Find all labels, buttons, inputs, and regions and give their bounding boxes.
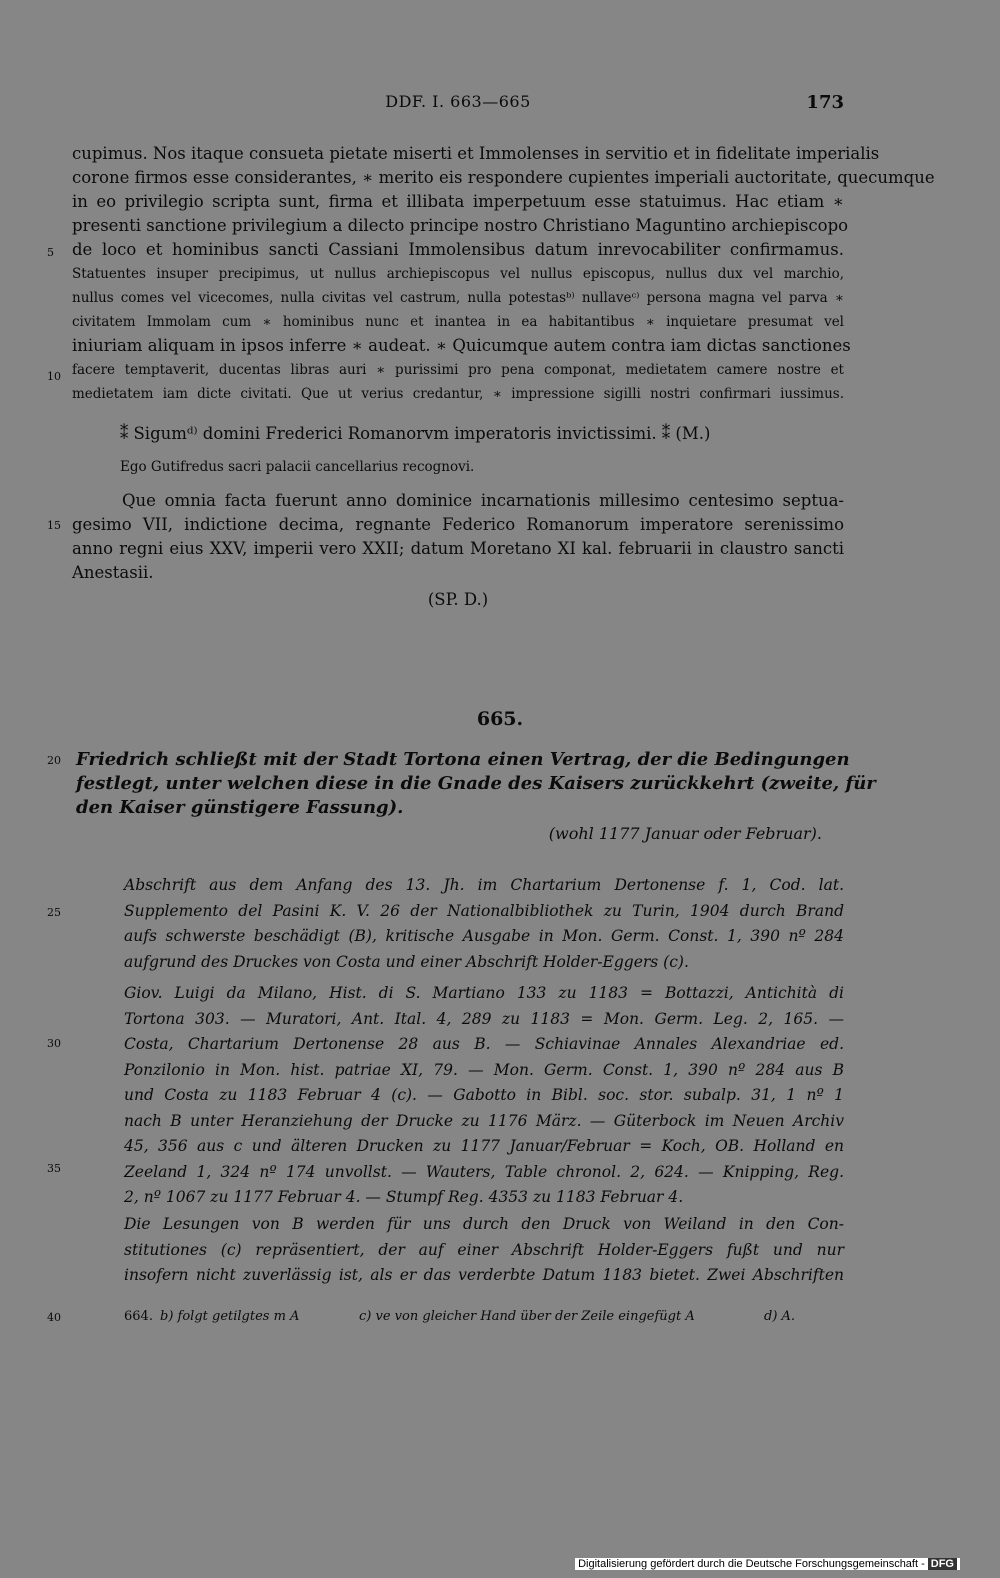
note-line: Supplemento del Pasini K. V. 26 der Nationalbibliothek zu Turin, 1904 durch Brand [124,901,844,920]
footnote-label: 664. [124,1309,153,1324]
note-line: Abschrift aus dem Anfang des 13. Jh. im Chartarium Dertonense f. 1, Cod. lat. [124,876,844,894]
line-number: 40 [47,1311,61,1324]
line-number: 35 [47,1162,61,1175]
signum-line: ⁑ Sigumᵈ⁾ domini Frederici Romanorvm imperatoris invictissimi. ⁑ (M.) [120,424,711,443]
note-line: Zeeland 1, 324 nº 174 unvollst. — Wauters, Table chronol. 2, 624. — Knipping, Reg. [124,1162,844,1181]
title-line: den Kaiser günstigere Fassung). [76,797,404,818]
source-sign-block [72,588,844,612]
document-title [76,748,876,820]
note-line: nach B unter Heranziehung der Drucke zu 1176 März. — Güterbock im Neuen Archiv [124,1111,844,1130]
text-line: presenti sanctione privilegium a dilecto principe nostro Christiano Maguntino archiepiscopo [72,216,849,235]
dating-text [72,489,844,585]
chancellor-block [120,455,820,479]
text-line: civitatem Immolam cum ∗ hominibus nunc et inantea in ea habitantibus ∗ inquietare presumat vel [72,314,844,330]
text-line: Que omnia facta fuerunt anno dominice incarnationis millesimo centesimo septua- [122,491,844,510]
text-line: nullus comes vel vicecomes, nulla civitas vel castrum, nulla potestasᵇ⁾ nullaveᶜ⁾ persona magna vel parva ∗ [72,290,844,306]
line-number: 25 [47,906,61,919]
text-line: anno regni eius XXV, imperii vero XXII; datum Moretano XI kal. februarii in claustro sancti [72,539,844,558]
footnote-b: b) folgt getilgtes m A [160,1309,300,1324]
line-number: 20 [47,754,61,767]
note-line: 2, nº 1067 zu 1177 Februar 4. — Stumpf Reg. 4353 zu 1183 Februar 4. [124,1188,684,1206]
footnote-c: c) ve von gleicher Hand über der Zeile eingefügt A [359,1309,695,1324]
line-number: 15 [47,519,61,532]
note-line: insofern nicht zuverlässig ist, als er das verderbte Datum 1183 bietet. Zwei Abschriften [124,1266,844,1284]
dfg-logo: DFG [928,1558,957,1570]
text-line: medietatem iam dicte civitati. Que ut verius credantur, ∗ impressione sigilli nostri confirmari iussimus. [72,386,844,402]
note-line: Ponzilonio in Mon. hist. patriae XI, 79. — Mon. Germ. Const. 1, 390 nº 284 aus B [124,1060,844,1079]
line-number: 10 [47,370,61,383]
note-line: 45, 356 aus c und älteren Drucken zu 1177 Januar/Februar = Koch, OB. Holland en [124,1137,844,1155]
credit-text: Digitalisierung gefördert durch die Deutsche Forschungsgemeinschaft - [578,1558,925,1570]
page-number: 173 [806,92,844,113]
note-drucke [124,981,844,1211]
charter-text [72,142,935,406]
text-line: de loco et hominibus sancti Cassiani Immolensibus datum inrevocabiliter confirmamus. [72,240,844,259]
digitization-credit [575,1558,960,1570]
note-line: Die Lesungen von B werden für uns durch den Druck von Weiland in den Con- [124,1215,844,1233]
note-line: aufgrund des Druckes von Costa und einer Abschrift Holder-Eggers (c). [124,952,689,971]
text-line: corone firmos esse considerantes, ∗ merito eis respondere cupientes imperiali auctoritate, quecumque [72,168,935,187]
title-line: Friedrich schließt mit der Stadt Tortona einen Vertrag, der die Bedingungen [76,749,850,770]
text-line: in eo privilegio scripta sunt, firma et illibata imperpetuum esse statuimus. Hac etiam ∗ [72,192,844,211]
note-line: aufs schwerste beschädigt (B), kritische Ausgabe in Mon. Germ. Const. 1, 390 nº 284 [124,927,844,945]
note-line: Giov. Luigi da Milano, Hist. di S. Martiano 133 zu 1183 = Bottazzi, Antichità di [124,984,844,1002]
title-line: festlegt, unter welchen diese in die Gnade des Kaisers zurückkehrt (zweite, für [76,773,876,794]
footnotes [124,1309,844,1329]
line-number: 30 [47,1037,61,1050]
chancellor-line: Ego Gutifredus sacri palacii cancellarius recognovi. [120,459,475,475]
footnote-d: d) A. [764,1309,796,1324]
page-header [72,92,844,116]
signum-block [120,422,820,446]
note-line: stitutiones (c) repräsentiert, der auf einer Abschrift Holder-Eggers fußt und nur [124,1240,844,1259]
note-abschrift [124,873,844,975]
text-line: facere temptaverit, ducentas libras auri ∗ purissimi pro pena componat, medietatem camere nostre et [72,362,844,378]
text-line: gesimo VII, indictione decima, regnante Federico Romanorum imperatore serenissimo [72,515,844,534]
running-head: DDF. I. 663—665 [385,92,531,111]
line-number: 5 [47,246,54,259]
text-line: cupimus. Nos itaque consueta pietate miserti et Immolenses in servitio et in fidelitate imperialis [72,144,880,163]
text-line: iniuriam aliquam in ipsos inferre ∗ audeat. ∗ Quicumque autem contra iam dictas sanctiones [72,336,851,355]
note-line: Costa, Chartarium Dertonense 28 aus B. — Schiavinae Annales Alexandriae ed. [124,1035,844,1053]
text-line: Statuentes insuper precipimus, ut nullus archiepiscopus vel nullus episcopus, nullus dux vel marchio, [72,266,844,282]
note-lesungen [124,1212,844,1289]
text-line: Anestasii. [72,563,154,582]
document-number: 665. [476,708,524,730]
note-line: und Costa zu 1183 Februar 4 (c). — Gabotto in Bibl. soc. stor. subalp. 31, 1 nº 1 [124,1086,844,1104]
source-sign: (SP. D.) [427,590,489,609]
note-line: Tortona 303. — Muratori, Ant. Ital. 4, 289 zu 1183 = Mon. Germ. Leg. 2, 165. — [124,1009,844,1028]
document-date: (wohl 1177 Januar oder Februar). [548,824,822,843]
